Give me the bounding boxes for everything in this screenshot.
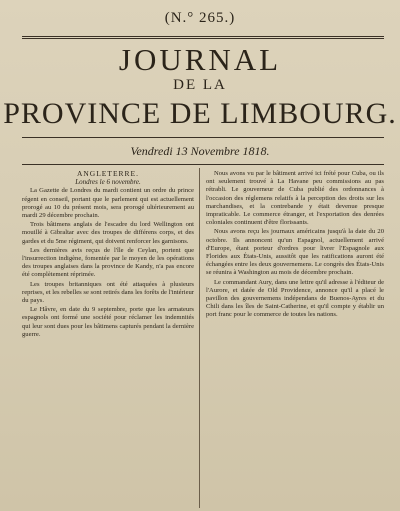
header-rule-top-double (22, 38, 384, 39)
header-rule-top (22, 36, 384, 37)
article-paragraph: Trois bâtimens anglais de l'escadre du lord Wellington ont mouillé à Gibraltar avec des troupes de différens corps, et des gardes et du 5me régiment, qui doivent renforcer les garnisons. (22, 221, 194, 245)
article-paragraph: Les troupes britanniques ont été attaquées à plusieurs reprises, et les rebelles se sont retirés dans les forêts de l'intérieur du pays. (22, 280, 194, 305)
article-paragraph: Le commandant Aury, dans une lettre qu'il adresse à l'éditeur de l'Aurore, et datée de Old Providence, annonce qu'il a placé le pavillon des gouvernemens indépendans de Buenos-Ayres et du Chili dans les îles de Saint-Catherine, et qu'il compte y établir un port franc pour le commerce de toutes les nations. (206, 278, 384, 319)
dateline-rule (22, 164, 384, 165)
article-paragraph: Nous avons reçu les journaux américains jusqu'à la date du 20 octobre. Ils annoncent qu'un Espagnol, actuellement arrivé d'Europe, étant porteur d'ordres pour livrer l'Espagnole aux Florides aux États-Unis, aussitôt que les ratifications auront été échangées entre les deux gouvernemens. Le congrès des États-Unis se réunira à Washington au mois de décembre prochain. (206, 228, 384, 277)
article-paragraph: Le Hâvre, en date du 9 septembre, porte que les armateurs espagnols ont formé une société pour réclamer les indemnités qui leur sont dues pour les bâtimens capturés pendant la dernière guerre. (22, 306, 194, 338)
article-paragraph: La Gazette de Londres du mardi contient un ordre du prince régent en conseil, portant que le parlement qui est actuellement prorogé au 10 du présent mois, sera prorogé ultérieurement au mardi 29 décembre prochain. (22, 187, 194, 220)
article-paragraph: Nous avons vu par le bâtiment arrivé ici frété pour Cuba, ou ils ont seulement trouvé à La Havane peu commissions au pas rétrabli. Le gouverneur de Cuba publié des ordonnances à l'occasion des réglemens relatifs à la perception des droits sur les marchandises, et la contrebande y était devenue presque impraticable. Le commerce étranger, et l'exportation des denrées coloniales continuent d'être florissants. (206, 170, 384, 227)
section-heading: ANGLETERRE. (76, 170, 140, 178)
left-column (22, 170, 194, 510)
right-column (206, 170, 384, 510)
masthead-journal: JOURNAL (118, 42, 282, 77)
dateline: Vendredi 13 Novembre 1818. (130, 144, 270, 158)
column-divider (199, 168, 200, 508)
masthead-rule (22, 137, 384, 138)
article-paragraph: Les dernières avis reçus de l'île de Ceylan, portent que l'insurrection indigène, fomentée par le moyen de les opérations des troupes anglaises dans la province de Kandy, n'a pas encore été complètement réprimée. (22, 246, 194, 279)
masthead-de-la: DE LA (173, 77, 227, 93)
section-subhead: Londres le 6 novembre. (75, 178, 141, 187)
issue-number: (N.° 265.) (164, 10, 236, 26)
masthead-province: PROVINCE DE LIMBOURG. (3, 97, 397, 130)
